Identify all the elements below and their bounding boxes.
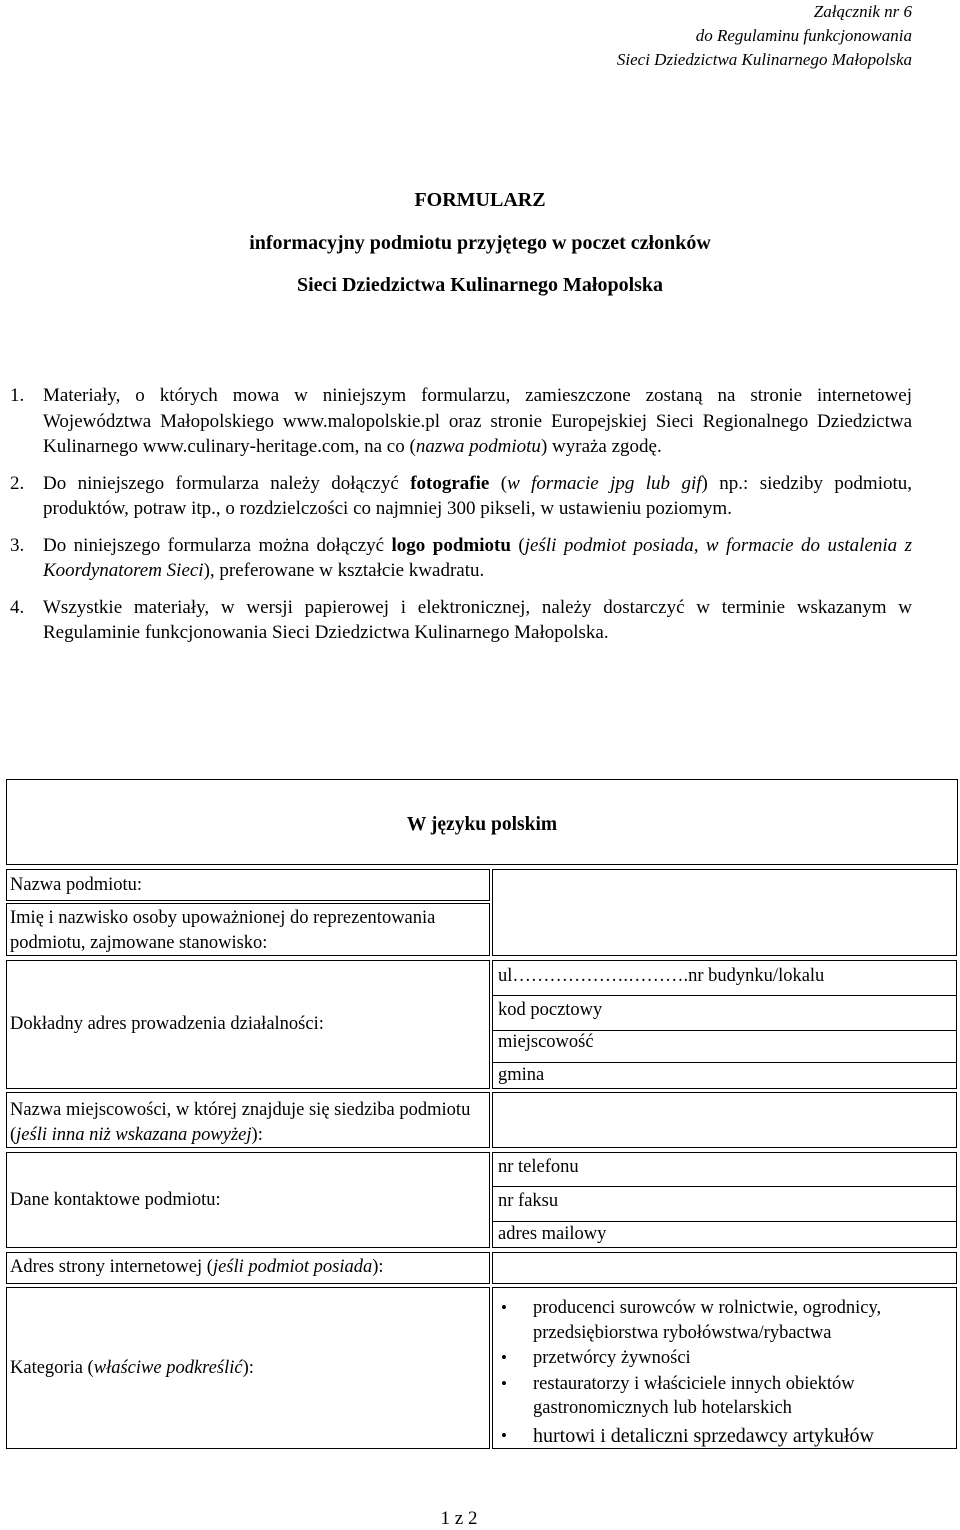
instruction-text: ( xyxy=(510,534,525,556)
header-line-2: do Regulaminu funkcjonowania xyxy=(695,26,912,45)
address-fields xyxy=(492,960,957,1089)
municipality-field[interactable]: gmina xyxy=(498,1065,545,1085)
instruction-2 xyxy=(10,471,912,522)
bullet-icon: • xyxy=(501,1348,507,1367)
label-text: Adres strony internetowej ( xyxy=(10,1257,213,1277)
label-address-text: Dokładny adres prowadzenia działalności: xyxy=(10,1014,324,1035)
email-field[interactable]: adres mailowy xyxy=(498,1224,607,1244)
instruction-number: 2. xyxy=(10,472,25,494)
postal-code-field[interactable]: kod pocztowy xyxy=(493,993,956,1031)
label-website xyxy=(6,1252,490,1284)
label-italic: właściwe podkreślić xyxy=(93,1357,243,1378)
header-line-3: Sieci Dziedzictwa Kulinarnego Małopolska xyxy=(616,50,912,69)
label-representative: Imię i nazwisko osoby upoważnionej do reprezentowania podmiotu, zajmowane stanowisko: xyxy=(6,903,490,956)
label-address xyxy=(6,960,490,1089)
category-option-label: restauratorzy i właściciele innych obiektów gastronomicznych lub hotelarskich xyxy=(533,1373,855,1418)
category-option[interactable] xyxy=(493,1296,956,1345)
label-entity-name: Nazwa podmiotu: xyxy=(6,869,490,901)
label-italic: jeśli inna niż wskazana powyżej xyxy=(16,1124,252,1145)
instructions-list xyxy=(10,383,912,646)
instruction-number: 1. xyxy=(10,385,25,406)
seat-field[interactable] xyxy=(492,1092,957,1148)
instruction-4 xyxy=(10,595,912,646)
street-field[interactable]: ul……………….……….nr budynku/lokalu xyxy=(493,961,956,996)
instruction-text: ( xyxy=(489,472,508,494)
city-field[interactable]: miejscowość xyxy=(493,1026,956,1063)
category-option-label: hurtowi i detaliczni sprzedawcy artykułów xyxy=(533,1424,874,1447)
instruction-1 xyxy=(10,383,912,460)
page-number: 1 z 2 xyxy=(440,1508,478,1529)
instruction-number: 3. xyxy=(10,534,25,556)
form-title: FORMULARZ xyxy=(414,189,546,211)
table-heading: W języku polskim xyxy=(406,814,558,835)
label-text: ): xyxy=(251,1124,263,1145)
header-line-1: Załącznik nr 6 xyxy=(813,2,912,21)
instruction-bold: logo podmiotu xyxy=(391,534,511,556)
instruction-text: Do niniejszego formularza należy dołączyć xyxy=(43,472,411,494)
bullet-icon: • xyxy=(501,1298,507,1317)
fax-field[interactable]: nr faksu xyxy=(493,1185,956,1222)
instruction-italic: w formacie jpg lub gif xyxy=(507,472,702,494)
category-option[interactable] xyxy=(493,1346,956,1371)
form-subtitle-2: Sieci Dziedzictwa Kulinarnego Małopolska xyxy=(296,274,664,296)
bullet-icon: • xyxy=(501,1373,507,1393)
instruction-number: 4. xyxy=(10,596,25,618)
label-text: Nazwa miejscowości, w której znajduje się siedziba podmiotu ( xyxy=(10,1100,471,1145)
label-text: ): xyxy=(372,1257,384,1277)
instruction-bold: fotografie xyxy=(410,472,490,494)
category-option-label: przetwórcy żywności xyxy=(533,1348,691,1368)
table-heading-box xyxy=(6,779,958,865)
instruction-3 xyxy=(10,533,912,584)
instruction-text: ) wyraża zgodę. xyxy=(540,436,662,457)
category-list xyxy=(493,1296,956,1449)
label-contact xyxy=(6,1152,490,1248)
entity-name-and-representative-field[interactable] xyxy=(492,869,957,956)
form-subtitle-1: informacyjny podmiotu przyjętego w poczet członków xyxy=(249,232,711,254)
instruction-italic: nazwa podmiotu xyxy=(415,436,541,457)
label-category xyxy=(6,1287,490,1449)
label-text: ): xyxy=(242,1357,254,1378)
instruction-italic: jeśli podmiot posiada, w formacie do ustalenia z Koordynatorem Sieci xyxy=(43,534,913,581)
website-field[interactable] xyxy=(492,1252,957,1284)
label-seat xyxy=(6,1092,490,1148)
bullet-icon: • xyxy=(501,1425,507,1445)
instruction-text: ) np.: siedziby podmiotu, produktów, potraw itp., o rozdzielczości co najmniej 300 pikseli, w ustawieniu poziomym. xyxy=(43,472,913,519)
instruction-text: Do niniejszego formularza można dołączyć xyxy=(43,534,392,556)
instruction-text: Wszystkie materiały, w wersji papierowej i elektronicznej, należy dostarczyć w terminie wskazanym w Regulaminie funkcjonowania Sieci Dziedzictwa Kulinarnego Małopolska. xyxy=(43,596,912,643)
contact-fields xyxy=(492,1152,957,1248)
category-option-label: producenci surowców w rolnictwie, ogrodnicy, przedsiębiorstwa rybołówstwa/rybactwa xyxy=(533,1298,882,1343)
label-text: Kategoria ( xyxy=(10,1357,94,1378)
attachment-header xyxy=(412,0,912,72)
instruction-text: ), preferowane w kształcie kwadratu. xyxy=(203,560,485,581)
instruction-text: Materiały, o których mowa w niniejszym formularzu, zamieszczone zostaną na stronie internetowej Województwa Małopolskiego www.malopolskie.pl oraz stronie Europejskiej Sieci Regionalnego Dziedzictwa Kulinarnego www.culinary-heritage.com, na co ( xyxy=(43,385,912,457)
category-option[interactable] xyxy=(493,1372,956,1421)
category-options xyxy=(492,1287,957,1449)
label-italic: jeśli podmiot posiada xyxy=(212,1257,373,1277)
label-contact-text: Dane kontaktowe podmiotu: xyxy=(10,1189,221,1210)
category-option[interactable] xyxy=(493,1424,956,1449)
phone-field[interactable]: nr telefonu xyxy=(493,1153,956,1187)
